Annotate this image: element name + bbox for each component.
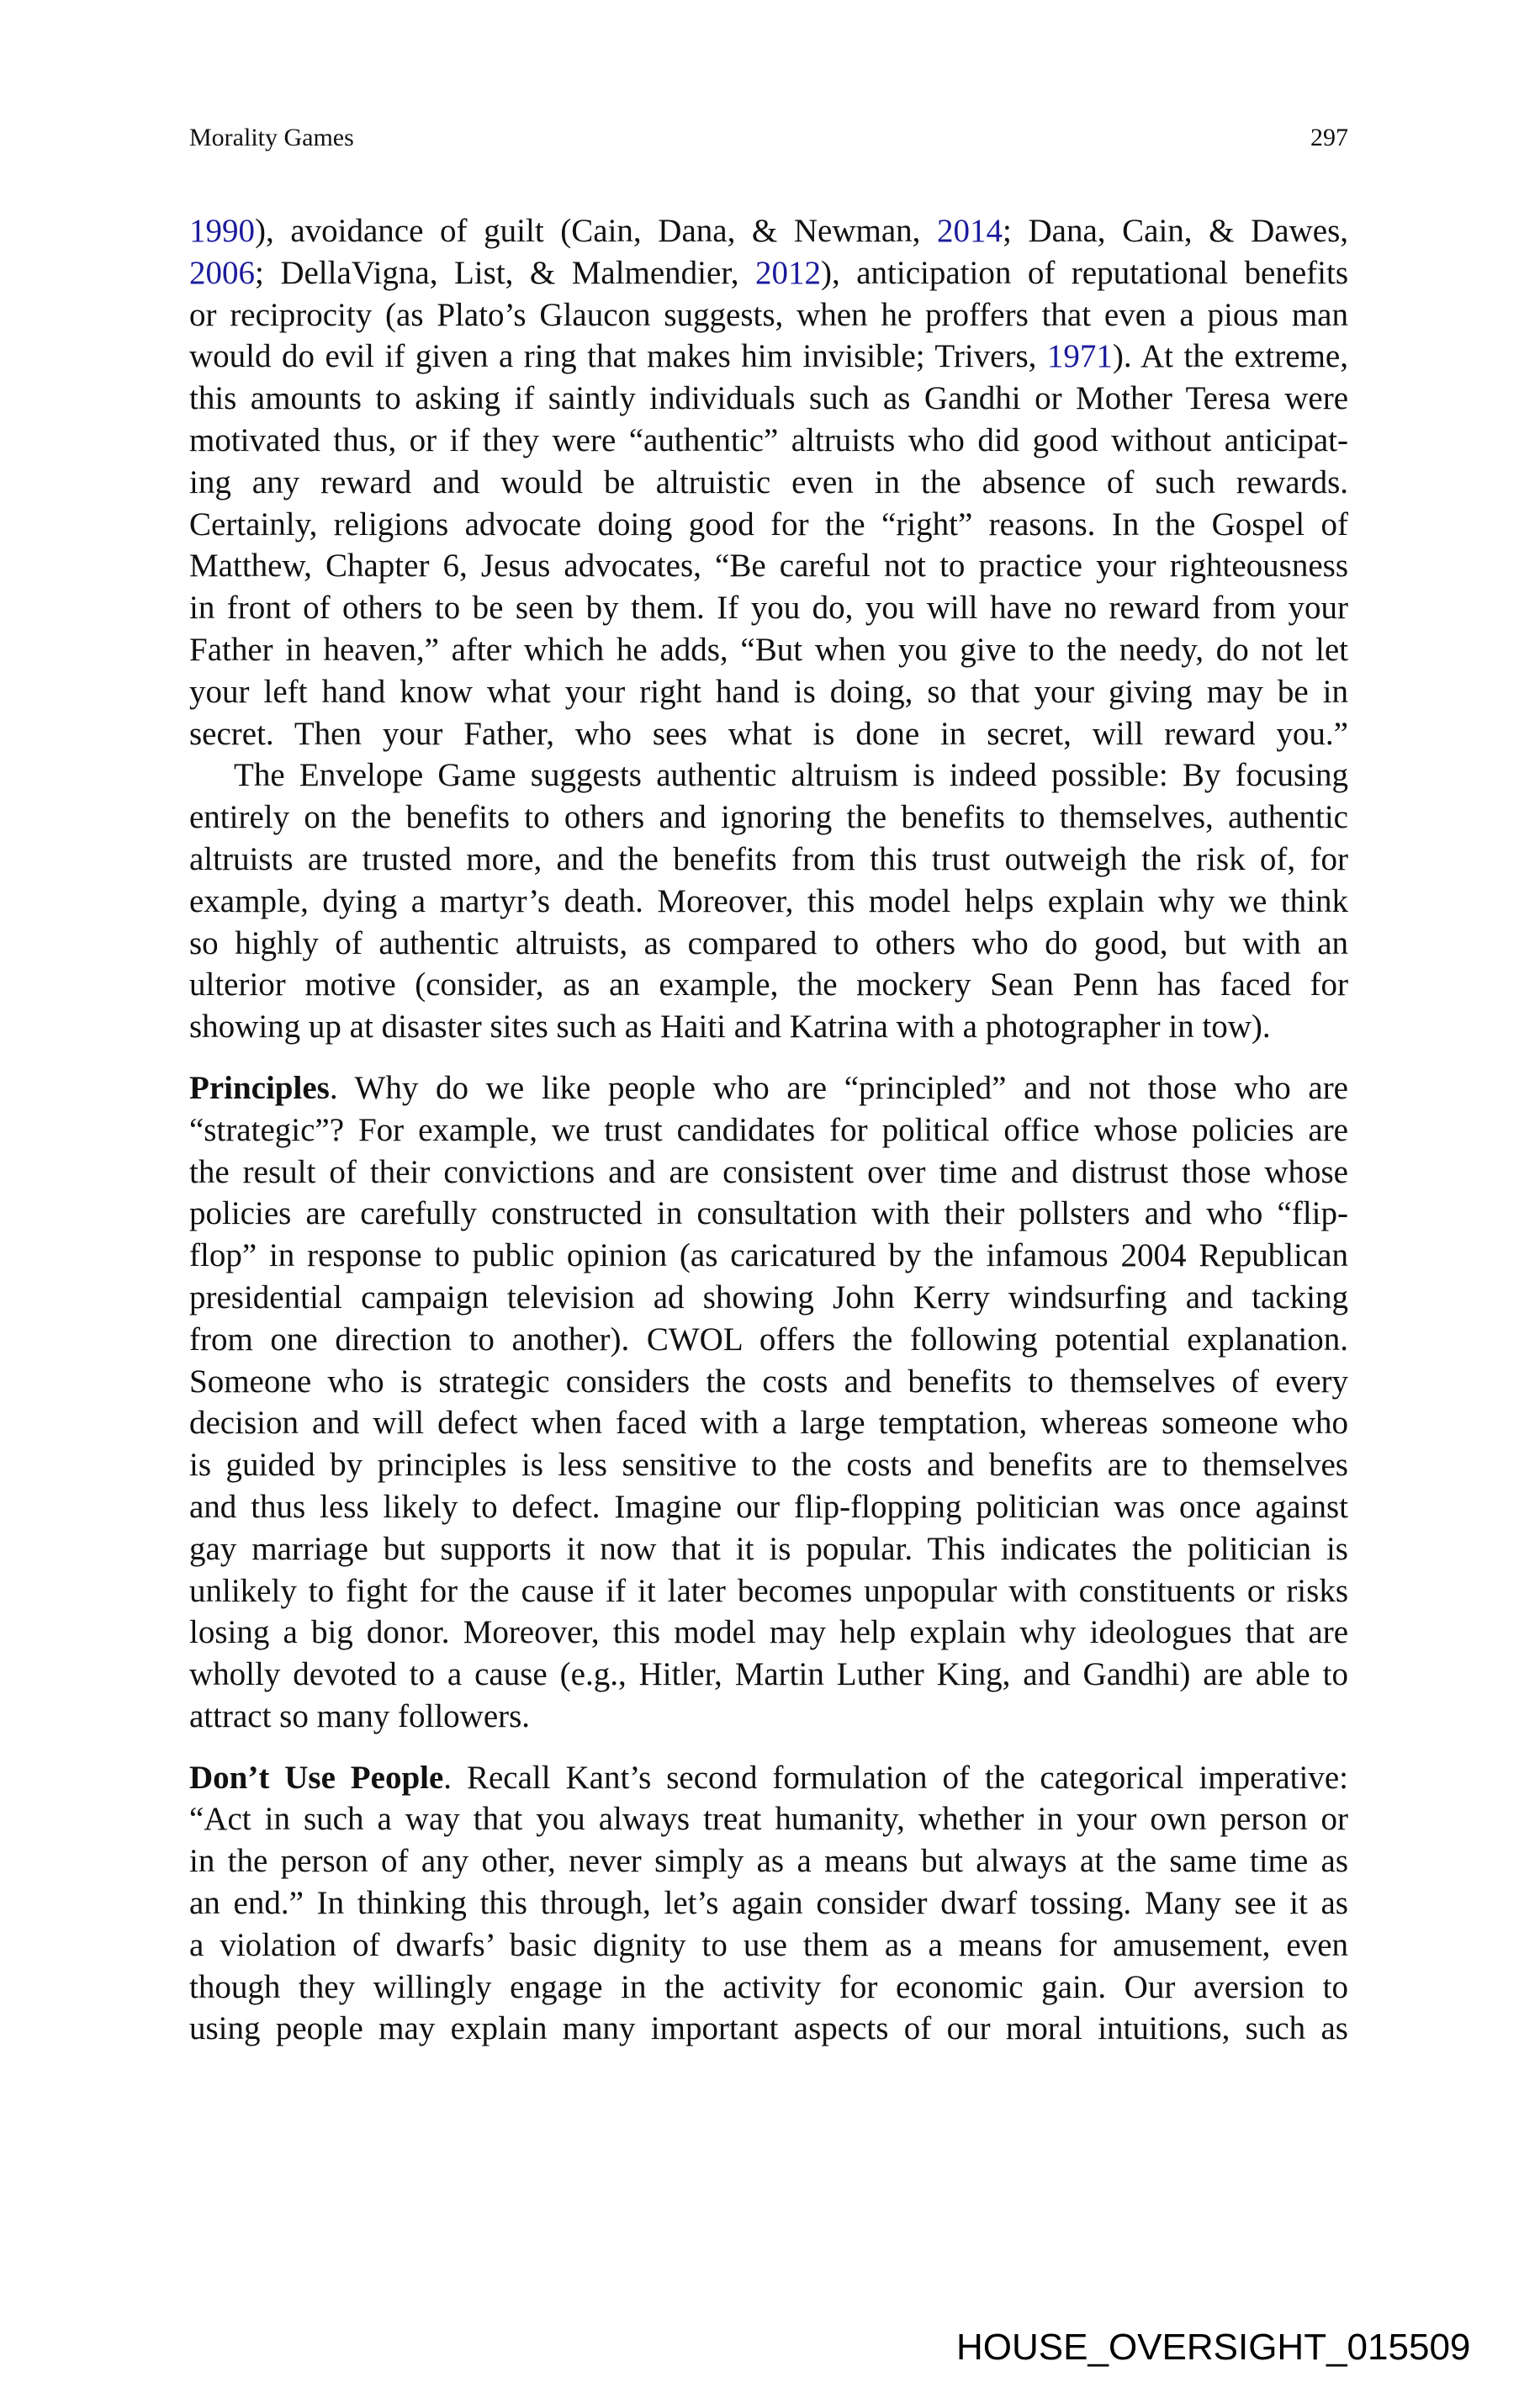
text-run: losing a big donor. Moreover, this model may help explain why ideologues that are bbox=[189, 1614, 1348, 1651]
citation-year-link[interactable]: 2012 bbox=[755, 254, 821, 291]
text-run: example, dying a martyr’s death. Moreover, this model helps explain why we think bbox=[189, 882, 1348, 919]
text-line bbox=[189, 1151, 1348, 1194]
paragraph-principles bbox=[189, 1067, 1348, 1738]
text-line bbox=[189, 294, 1348, 336]
text-line bbox=[189, 1193, 1348, 1235]
text-line bbox=[189, 923, 1348, 965]
text-run: Father in heaven,” after which he adds, “But when you give to the needy, do not let bbox=[189, 631, 1348, 668]
text-run: is guided by principles is less sensitive to the costs and benefits are to themselves bbox=[189, 1447, 1348, 1484]
text-run: ulterior motive (consider, as an example, the mockery Sean Penn has faced for bbox=[189, 966, 1348, 1003]
text-run: unlikely to fight for the cause if it later becomes unpopular with constituents or risks bbox=[189, 1572, 1348, 1609]
text-line bbox=[189, 1486, 1348, 1528]
text-line bbox=[189, 336, 1348, 378]
body-text bbox=[189, 210, 1348, 2050]
text-run: in front of others to be seen by them. If you do, you will have no reward from your bbox=[189, 590, 1348, 627]
text-run: using people may explain many important aspects of our moral intuitions, such as bbox=[189, 2010, 1348, 2047]
text-run: and thus less likely to defect. Imagine our flip-flopping politician was once against bbox=[189, 1488, 1348, 1525]
text-line bbox=[189, 252, 1348, 294]
text-run: Matthew, Chapter 6, Jesus advocates, “Be careful not to practice your righteousness bbox=[189, 548, 1348, 585]
paragraph-envelope-game bbox=[189, 754, 1348, 1048]
text-run: wholly devoted to a cause (e.g., Hitler, Martin Luther King, and Gandhi) are able to bbox=[189, 1656, 1348, 1693]
text-line bbox=[189, 504, 1348, 546]
text-run: so highly of authentic altruists, as compared to others who do good, but with an bbox=[189, 924, 1348, 961]
section-heading: Don’t Use People bbox=[189, 1759, 444, 1796]
text-run: ; Dana, Cain, & Dawes, bbox=[1003, 213, 1349, 249]
paragraph-spacer bbox=[189, 1048, 1348, 1067]
text-line bbox=[189, 462, 1348, 504]
text-line bbox=[189, 1067, 1348, 1109]
text-line bbox=[189, 1528, 1348, 1570]
text-run: ing any reward and would be altruistic even in the absence of such rewards. bbox=[189, 463, 1348, 500]
text-line bbox=[189, 1798, 1348, 1840]
text-run: in the person of any other, never simply as a means but always at the same time as bbox=[189, 1843, 1348, 1880]
text-line bbox=[189, 1612, 1348, 1654]
text-line bbox=[189, 1924, 1348, 1967]
text-run: “strategic”? For example, we trust candidates for political office whose policies are bbox=[189, 1111, 1348, 1148]
text-line bbox=[189, 2008, 1348, 2050]
text-line bbox=[189, 420, 1348, 462]
text-line bbox=[189, 1570, 1348, 1612]
text-line bbox=[189, 587, 1348, 629]
text-line bbox=[189, 671, 1348, 713]
text-run: though they willingly engage in the activity for economic gain. Our aversion to bbox=[189, 1968, 1348, 2005]
text-line bbox=[189, 839, 1348, 881]
text-run: this amounts to asking if saintly individuals such as Gandhi or Mother Teresa were bbox=[189, 380, 1348, 417]
text-run: flop” in response to public opinion (as caricatured by the infamous 2004 Republican bbox=[189, 1237, 1348, 1274]
text-line bbox=[189, 754, 1348, 797]
text-run: motivated thus, or if they were “authentic” altruists who did good without anticipat- bbox=[189, 421, 1348, 458]
text-run: from one direction to another). CWOL offers the following potential explanation. bbox=[189, 1321, 1348, 1358]
text-run: gay marriage but supports it now that it is popular. This indicates the politician is bbox=[189, 1530, 1348, 1567]
text-run: altruists are trusted more, and the benefits from this trust outweigh the risk of, for bbox=[189, 840, 1348, 877]
section-heading: Principles bbox=[189, 1069, 330, 1106]
text-line bbox=[189, 1361, 1348, 1403]
text-line bbox=[189, 964, 1348, 1006]
text-run: . Recall Kant’s second formulation of the categorical imperative: bbox=[443, 1759, 1348, 1796]
paragraph-altruism-motives bbox=[189, 210, 1348, 754]
text-line bbox=[189, 1882, 1348, 1924]
text-run: the result of their convictions and are consistent over time and distrust those whose bbox=[189, 1153, 1348, 1190]
text-line bbox=[189, 797, 1348, 839]
text-line bbox=[189, 1967, 1348, 2009]
text-run: a violation of dwarfs’ basic dignity to use them as a means for amusement, even bbox=[189, 1926, 1348, 1963]
text-run: presidential campaign television ad showing John Kerry windsurfing and tacking bbox=[189, 1279, 1348, 1316]
text-line bbox=[189, 1402, 1348, 1444]
running-head bbox=[189, 123, 1348, 153]
text-line bbox=[189, 378, 1348, 420]
text-run: “Act in such a way that you always treat humanity, whether in your own person or bbox=[189, 1801, 1348, 1838]
text-line bbox=[189, 1109, 1348, 1151]
text-line bbox=[189, 1444, 1348, 1486]
text-line bbox=[189, 629, 1348, 671]
text-run: ), avoidance of guilt (Cain, Dana, & Newman, bbox=[255, 213, 938, 249]
text-run: entirely on the benefits to others and ignoring the benefits to themselves, authentic bbox=[189, 799, 1348, 836]
text-run: secret. Then your Father, who sees what is done in secret, will reward you.” bbox=[189, 715, 1348, 752]
text-run: ), anticipation of reputational benefits bbox=[821, 254, 1348, 291]
running-head-title: Morality Games bbox=[189, 124, 354, 151]
text-run: . Why do we like people who are “principled” and not those who are bbox=[329, 1069, 1348, 1106]
text-run: policies are carefully constructed in consultation with their pollsters and who “flip- bbox=[189, 1195, 1348, 1232]
bates-stamp: HOUSE_OVERSIGHT_015509 bbox=[956, 2327, 1471, 2368]
citation-year-link[interactable]: 2014 bbox=[937, 213, 1003, 249]
text-line bbox=[189, 1840, 1348, 1882]
text-run: would do evil if given a ring that makes him invisible; Trivers, bbox=[189, 338, 1047, 375]
citation-year-link[interactable]: 1971 bbox=[1046, 338, 1113, 375]
text-line bbox=[189, 881, 1348, 923]
text-line bbox=[189, 210, 1348, 252]
text-line bbox=[189, 1654, 1348, 1696]
text-run: ; DellaVigna, List, & Malmendier, bbox=[255, 254, 755, 291]
paragraph-spacer bbox=[189, 1738, 1348, 1757]
text-line bbox=[189, 1006, 1348, 1048]
text-run: attract so many followers. bbox=[189, 1697, 531, 1734]
paragraph-dont-use-people bbox=[189, 1757, 1348, 2051]
page-number: 297 bbox=[1310, 124, 1348, 151]
text-run: Someone who is strategic considers the costs and benefits to themselves of every bbox=[189, 1363, 1348, 1400]
text-run: or reciprocity (as Plato’s Glaucon suggests, when he proffers that even a pious man bbox=[189, 296, 1348, 333]
text-line bbox=[189, 713, 1348, 755]
text-line bbox=[189, 1757, 1348, 1799]
text-line bbox=[189, 1235, 1348, 1277]
text-run: The Envelope Game suggests authentic altruism is indeed possible: By focusing bbox=[234, 757, 1348, 794]
text-run: decision and will defect when faced with a large temptation, whereas someone who bbox=[189, 1405, 1348, 1442]
citation-year-link[interactable]: 2006 bbox=[189, 254, 255, 291]
text-run: an end.” In thinking this through, let’s again consider dwarf tossing. Many see it as bbox=[189, 1885, 1348, 1922]
text-run: Certainly, religions advocate doing good for the “right” reasons. In the Gospel of bbox=[189, 506, 1348, 543]
citation-year-link[interactable]: 1990 bbox=[189, 213, 255, 249]
text-run: showing up at disaster sites such as Haiti and Katrina with a photographer in tow). bbox=[189, 1009, 1271, 1046]
text-line bbox=[189, 1319, 1348, 1361]
text-line bbox=[189, 545, 1348, 587]
text-line bbox=[189, 1277, 1348, 1319]
text-line bbox=[189, 1696, 1348, 1738]
text-run: your left hand know what your right hand is doing, so that your giving may be in bbox=[189, 673, 1348, 710]
text-run: ). At the extreme, bbox=[1112, 338, 1348, 375]
